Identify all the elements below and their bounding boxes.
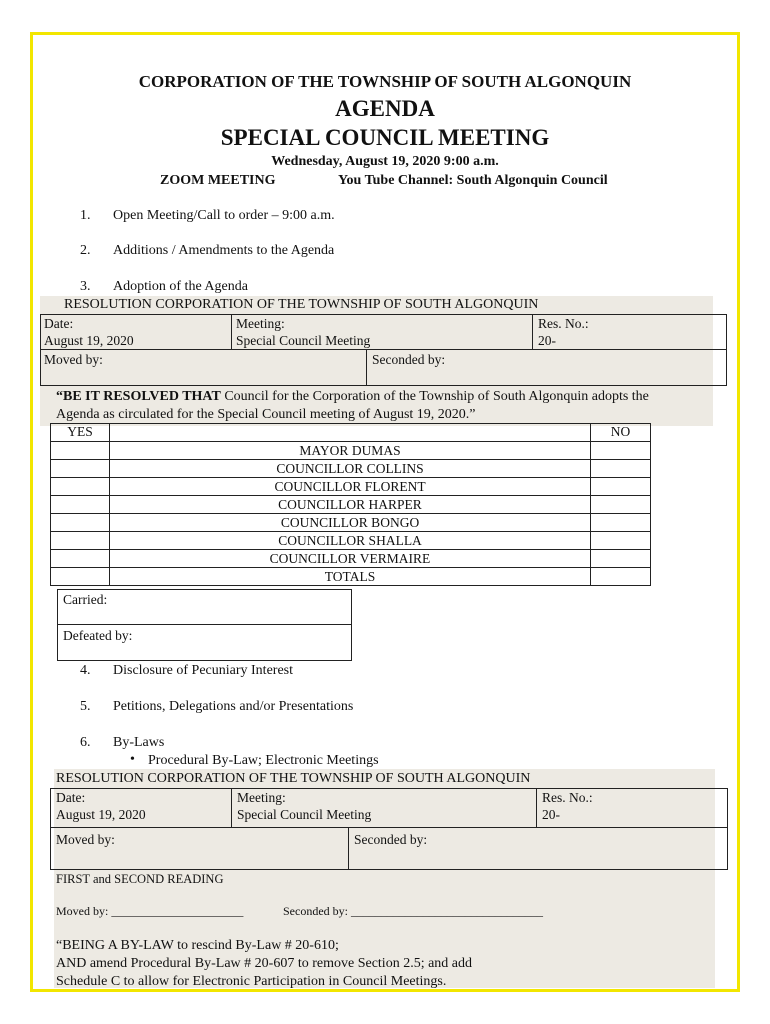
resolution-2-moved-divider <box>348 827 349 870</box>
item-4-text: Disclosure of Pecuniary Interest <box>113 663 293 678</box>
yes-total-cell[interactable] <box>51 568 110 586</box>
defeated-label: Defeated by: <box>63 628 133 643</box>
resolution-1-text <box>56 388 716 424</box>
no-cell[interactable] <box>591 550 651 568</box>
totals-label: TOTALS <box>110 568 591 586</box>
totals-row <box>51 568 651 586</box>
no-header: NO <box>591 424 651 442</box>
member-name: COUNCILLOR HARPER <box>110 496 591 514</box>
item-2-number: 2. <box>80 243 91 258</box>
bylaw-text <box>56 937 706 991</box>
no-cell[interactable] <box>591 514 651 532</box>
table-row <box>51 514 651 532</box>
item-3-text: Adoption of the Agenda <box>113 279 248 294</box>
vote-table <box>50 423 651 586</box>
resolution-1-moved-label: Moved by: <box>44 352 103 367</box>
seconded-line: Seconded by: ________________________________ <box>283 904 543 918</box>
item-1-text: Open Meeting/Call to order – 9:00 a.m. <box>113 208 335 223</box>
member-name: COUNCILLOR SHALLA <box>110 532 591 550</box>
resolution-1-moved-divider <box>366 349 367 386</box>
resolution-2-res-label: Res. No.: <box>542 790 593 805</box>
reading-label: FIRST and SECOND READING <box>56 872 224 886</box>
resolution-2-seconded-label: Seconded by: <box>354 832 428 847</box>
yes-cell[interactable] <box>51 514 110 532</box>
resolution-1-title: RESOLUTION CORPORATION OF THE TOWNSHIP OF SOUTH ALGONQUIN <box>64 297 539 312</box>
no-cell[interactable] <box>591 442 651 460</box>
item-2-text: Additions / Amendments to the Agenda <box>113 243 335 258</box>
item-5-number: 5. <box>80 699 91 714</box>
member-name: COUNCILLOR COLLINS <box>110 460 591 478</box>
bylaw-text-line3: Schedule C to allow for Electronic Participation in Council Meetings. <box>56 974 447 989</box>
item-4-number: 4. <box>80 663 91 678</box>
table-row <box>51 496 651 514</box>
no-cell[interactable] <box>591 532 651 550</box>
resolution-2-moved-label: Moved by: <box>56 832 115 847</box>
moved-line: Moved by: ______________________ <box>56 904 244 918</box>
no-cell[interactable] <box>591 478 651 496</box>
resolution-1-res-label: Res. No.: <box>538 316 589 331</box>
resolution-2-res-value: 20- <box>542 807 560 822</box>
yes-cell[interactable] <box>51 442 110 460</box>
resolution-1-res-value: 20- <box>538 333 556 348</box>
member-name: MAYOR DUMAS <box>110 442 591 460</box>
table-row <box>51 478 651 496</box>
meeting-datetime: Wednesday, August 19, 2020 9:00 a.m. <box>271 154 499 169</box>
resolution-2-title: RESOLUTION CORPORATION OF THE TOWNSHIP OF SOUTH ALGONQUIN <box>56 771 531 786</box>
item-3-number: 3. <box>80 279 91 294</box>
bylaw-text-line2: AND amend Procedural By-Law # 20-607 to remove Section 2.5; and add <box>56 956 473 971</box>
agenda-title: AGENDA <box>335 96 435 121</box>
no-cell[interactable] <box>591 496 651 514</box>
resolution-1-date-label: Date: <box>44 316 74 331</box>
bullet-icon: • <box>130 752 135 767</box>
zoom-label: ZOOM MEETING <box>160 173 276 188</box>
table-row <box>51 550 651 568</box>
resolution-1-seconded-label: Seconded by: <box>372 352 446 367</box>
bylaw-text-line1: “BEING A BY-LAW to rescind By-Law # 20-610; <box>56 938 339 953</box>
yes-cell[interactable] <box>51 550 110 568</box>
resolution-2-meeting-value: Special Council Meeting <box>237 807 372 822</box>
member-name: COUNCILLOR VERMAIRE <box>110 550 591 568</box>
resolution-1-resolved-line1: Council for the Corporation of the Township of South Algonquin adopts the <box>220 389 649 404</box>
corporation-title: CORPORATION OF THE TOWNSHIP OF SOUTH ALGONQUIN <box>138 72 632 91</box>
item-6-number: 6. <box>80 735 91 750</box>
member-name: COUNCILLOR BONGO <box>110 514 591 532</box>
yes-cell[interactable] <box>51 496 110 514</box>
table-row <box>51 532 651 550</box>
yes-cell[interactable] <box>51 478 110 496</box>
resolution-2-date-value: August 19, 2020 <box>56 807 146 822</box>
resolution-1-meeting-value: Special Council Meeting <box>236 333 371 348</box>
resolution-1-resolved-bold: “BE IT RESOLVED THAT <box>56 389 221 404</box>
vote-header-row <box>51 424 651 442</box>
name-header <box>110 424 591 442</box>
yes-cell[interactable] <box>51 532 110 550</box>
item-6-text: By-Laws <box>113 735 165 750</box>
resolution-1-resolved-line2: Agenda as circulated for the Special Council meeting of August 19, 2020.” <box>56 407 476 422</box>
yes-cell[interactable] <box>51 460 110 478</box>
bylaw-bullet-text: Procedural By-Law; Electronic Meetings <box>148 753 379 768</box>
youtube-label: You Tube Channel: South Algonquin Council <box>338 173 608 188</box>
table-row <box>51 460 651 478</box>
yes-header: YES <box>51 424 110 442</box>
item-1-number: 1. <box>80 208 91 223</box>
carried-label: Carried: <box>63 592 108 607</box>
table-row <box>51 442 651 460</box>
member-name: COUNCILLOR FLORENT <box>110 478 591 496</box>
resolution-1-meeting-label: Meeting: <box>236 316 285 331</box>
resolution-2-date-label: Date: <box>56 790 86 805</box>
no-cell[interactable] <box>591 460 651 478</box>
resolution-1-date-value: August 19, 2020 <box>44 333 134 348</box>
item-5-text: Petitions, Delegations and/or Presentations <box>113 699 354 714</box>
meeting-title: SPECIAL COUNCIL MEETING <box>220 125 550 150</box>
resolution-2-meeting-label: Meeting: <box>237 790 286 805</box>
no-total-cell[interactable] <box>591 568 651 586</box>
